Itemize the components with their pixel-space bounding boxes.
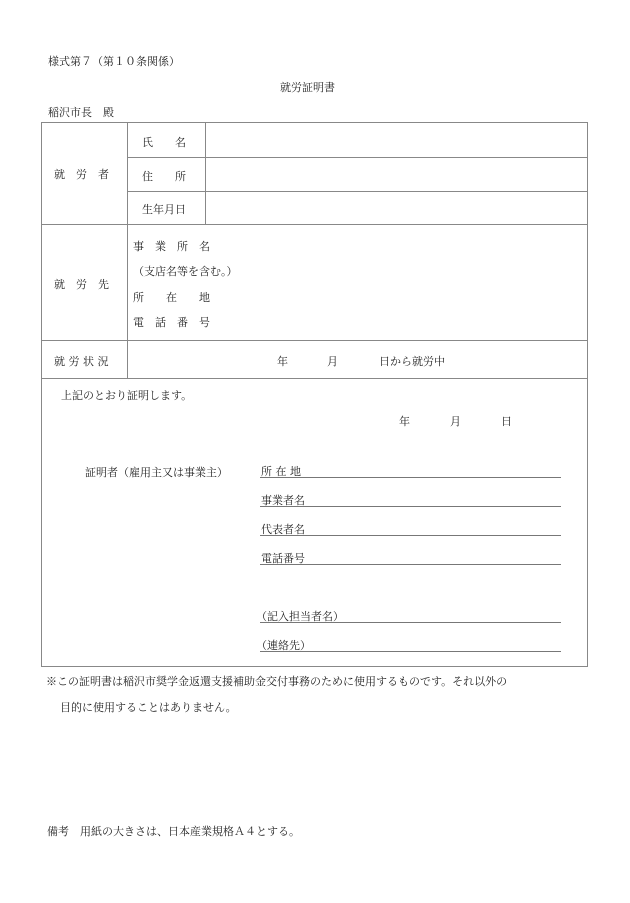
remarks: 備考 用紙の大きさは、日本産業規格Ａ４とする。: [47, 825, 300, 838]
certifier-phone-line[interactable]: [260, 564, 561, 565]
location-label: 所 在 地: [133, 291, 210, 304]
phone-label: 電 話 番 号: [133, 316, 210, 329]
worker-header: 就 労 者: [54, 168, 109, 181]
certification-statement: 上記のとおり証明します。: [61, 389, 193, 402]
status-day-suffix: 日から就労中: [379, 355, 445, 368]
usage-note-line1: ※この証明書は稲沢市奨学金返還支援補助金交付事務のために使用するものです。それ以外の: [46, 675, 508, 688]
certifier-business-line[interactable]: [260, 506, 561, 507]
certifier-representative-line[interactable]: [260, 535, 561, 536]
certifier-contact-label: （連絡先）: [256, 639, 311, 652]
certifier-location-label: 所 在 地: [261, 465, 301, 478]
certifier-business-label: 事業者名: [261, 494, 305, 507]
certifier-representative-label: 代表者名: [261, 523, 305, 536]
name-label: 氏 名: [142, 136, 186, 149]
certifier-location-line[interactable]: [260, 477, 561, 478]
certifier-phone-label: 電話番号: [261, 552, 305, 565]
column-divider: [127, 123, 128, 378]
certifier-label: 証明者（雇用主又は事業主）: [85, 466, 228, 479]
cert-date-year: 年: [399, 415, 410, 428]
cert-date-day: 日: [501, 415, 512, 428]
address-label: 住 所: [142, 170, 186, 183]
certifier-contact-person-line[interactable]: [260, 622, 561, 623]
section-divider: [42, 378, 587, 379]
branch-note-label: （支店名等を含む。）: [133, 265, 238, 278]
certificate-table: [41, 122, 588, 667]
status-year: 年: [277, 355, 288, 368]
address-field[interactable]: [206, 158, 588, 191]
form-number: 様式第７（第１０条関係）: [48, 55, 180, 68]
cert-date-month: 月: [450, 415, 461, 428]
birthdate-field[interactable]: [206, 192, 588, 224]
certifier-contact-line[interactable]: [260, 651, 561, 652]
workplace-header: 就 労 先: [54, 278, 109, 291]
section-divider: [42, 340, 587, 341]
status-month: 月: [327, 355, 338, 368]
birthdate-label: 生年月日: [142, 203, 186, 216]
status-header: 就 労 状 況: [54, 355, 109, 368]
addressee: 稲沢市長 殿: [48, 106, 114, 119]
certifier-contact-person-label: （記入担当者名）: [256, 610, 344, 623]
business-name-label: 事 業 所 名: [133, 240, 210, 253]
usage-note-line2: 目的に使用することはありません。: [60, 701, 237, 714]
workplace-field[interactable]: [292, 225, 588, 340]
name-field[interactable]: [206, 123, 588, 157]
document-title: 就労証明書: [280, 81, 335, 94]
